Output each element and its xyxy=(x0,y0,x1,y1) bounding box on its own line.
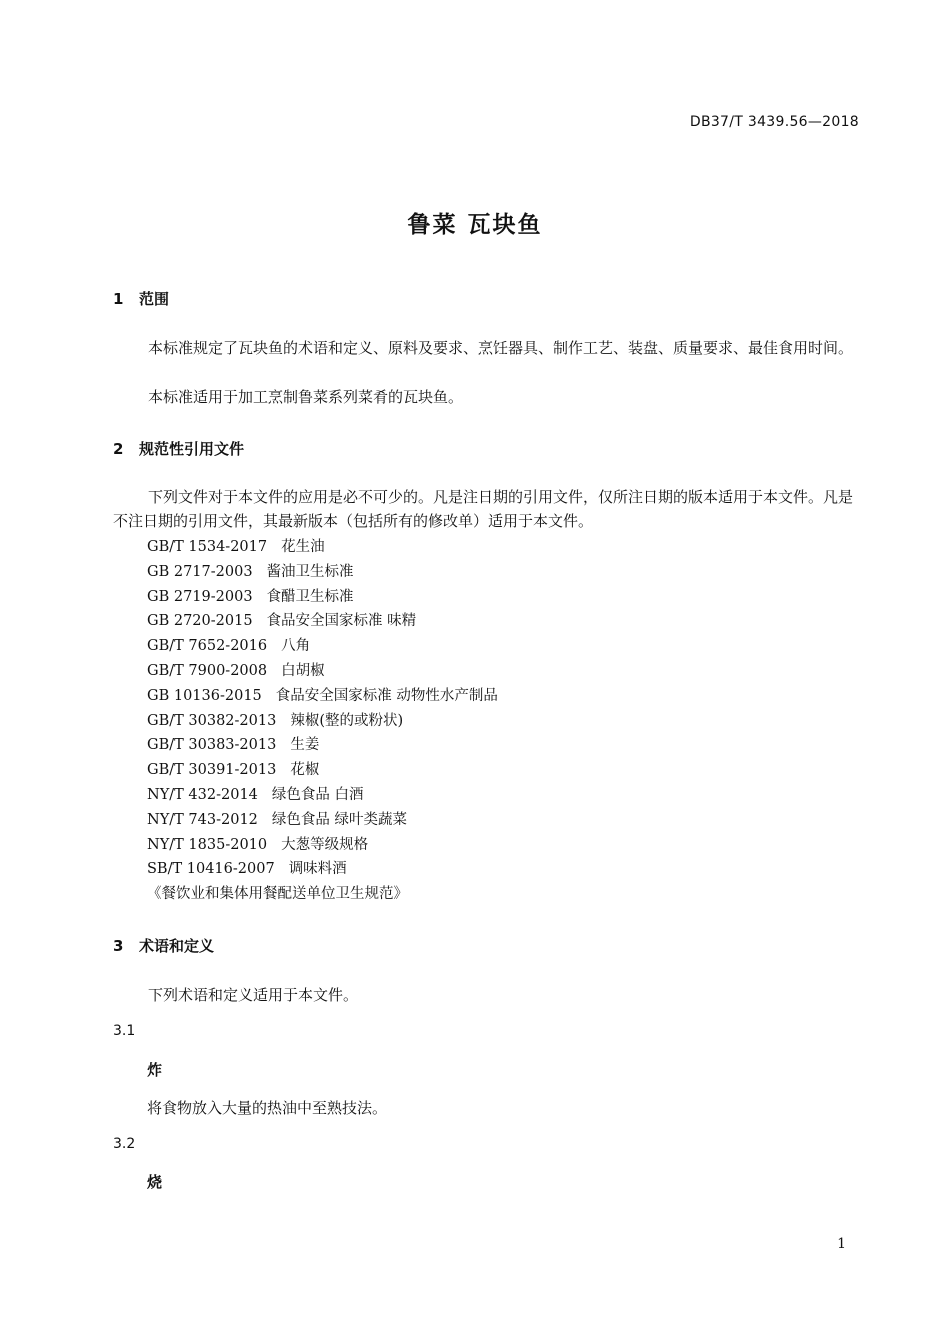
reference-item xyxy=(147,659,498,684)
reference-item xyxy=(147,882,498,907)
term-number: 3.2 xyxy=(113,1136,136,1152)
scope-paragraph-2: 本标准适用于加工烹制鲁菜系列菜肴的瓦块鱼。 xyxy=(148,388,464,406)
reference-code: GB/T 30391-2013 xyxy=(147,762,277,779)
reference-item xyxy=(147,783,498,808)
reference-code: NY/T 1835-2010 xyxy=(147,836,268,853)
section-title: 范围 xyxy=(139,290,170,308)
reference-item xyxy=(147,634,498,659)
reference-code: GB/T 30382-2013 xyxy=(147,712,277,729)
reference-item xyxy=(147,808,498,833)
term-name: 烧 xyxy=(147,1173,163,1191)
term-name: 炸 xyxy=(147,1061,163,1079)
reference-code: NY/T 432-2014 xyxy=(147,786,258,803)
terms-intro: 下列术语和定义适用于本文件。 xyxy=(148,986,359,1004)
reference-item xyxy=(147,535,498,560)
reference-item xyxy=(147,709,498,734)
reference-name: 酱油卫生标准 xyxy=(266,563,354,580)
standard-code: DB37/T 3439.56—2018 xyxy=(689,114,859,130)
reference-item xyxy=(147,609,498,634)
scope-paragraph-1: 本标准规定了瓦块鱼的术语和定义、原料及要求、烹饪器具、制作工艺、装盘、质量要求、最佳食用时间。 xyxy=(148,339,854,357)
reference-name: 白胡椒 xyxy=(281,662,325,679)
section-title: 规范性引用文件 xyxy=(139,440,245,458)
section-number: 1 xyxy=(113,290,124,308)
reference-name: 花椒 xyxy=(290,762,320,779)
reference-list xyxy=(147,535,498,907)
reference-name: 辣椒(整的或粉状) xyxy=(290,712,404,729)
term-definition: 将食物放入大量的热油中至熟技法。 xyxy=(147,1099,388,1117)
reference-code: GB/T 7900-2008 xyxy=(147,662,268,679)
reference-code: SB/T 10416-2007 xyxy=(147,861,275,878)
page-number: 1 xyxy=(837,1236,846,1252)
reference-item xyxy=(147,857,498,882)
section-1-heading xyxy=(113,288,169,309)
reference-code: NY/T 743-2012 xyxy=(147,811,258,828)
reference-name: 食品安全国家标准 味精 xyxy=(266,613,417,630)
reference-item xyxy=(147,833,498,858)
section-title: 术语和定义 xyxy=(139,937,215,955)
reference-item xyxy=(147,733,498,758)
document-title: 鲁菜 瓦块鱼 xyxy=(407,212,543,238)
reference-name: 绿色食品 绿叶类蔬菜 xyxy=(271,811,408,828)
section-number: 2 xyxy=(113,440,124,458)
reference-item xyxy=(147,560,498,585)
reference-code: GB 2717-2003 xyxy=(147,563,253,580)
references-intro: 下列文件对于本文件的应用是必不可少的。凡是注日期的引用文件，仅所注日期的版本适用于本文件。凡是不注日期的引用文件，其最新版本（包括所有的修改单）适用于本文件。 xyxy=(113,488,854,530)
reference-name: 八角 xyxy=(281,638,311,655)
section-3-heading xyxy=(113,935,214,956)
reference-code: GB/T 1534-2017 xyxy=(147,539,268,555)
reference-name: 花生油 xyxy=(281,539,325,555)
section-2-heading xyxy=(113,438,244,459)
reference-item xyxy=(147,758,498,783)
reference-name: 食品安全国家标准 动物性水产制品 xyxy=(275,687,498,704)
reference-code: GB 10136-2015 xyxy=(147,687,262,704)
reference-item xyxy=(147,684,498,709)
reference-name: 《餐饮业和集体用餐配送单位卫生规范》 xyxy=(147,886,408,903)
reference-code: GB/T 30383-2013 xyxy=(147,737,277,754)
reference-name: 大葱等级规格 xyxy=(281,836,369,853)
reference-name: 食醋卫生标准 xyxy=(266,588,354,605)
term-number: 3.1 xyxy=(113,1023,136,1039)
reference-code: GB 2719-2003 xyxy=(147,588,253,605)
reference-code: GB/T 7652-2016 xyxy=(147,638,268,655)
section-number: 3 xyxy=(113,937,124,955)
reference-name: 调味料酒 xyxy=(288,861,347,878)
reference-name: 生姜 xyxy=(290,737,320,754)
reference-code: GB 2720-2015 xyxy=(147,613,253,630)
reference-item xyxy=(147,585,498,610)
reference-name: 绿色食品 白酒 xyxy=(271,786,364,803)
